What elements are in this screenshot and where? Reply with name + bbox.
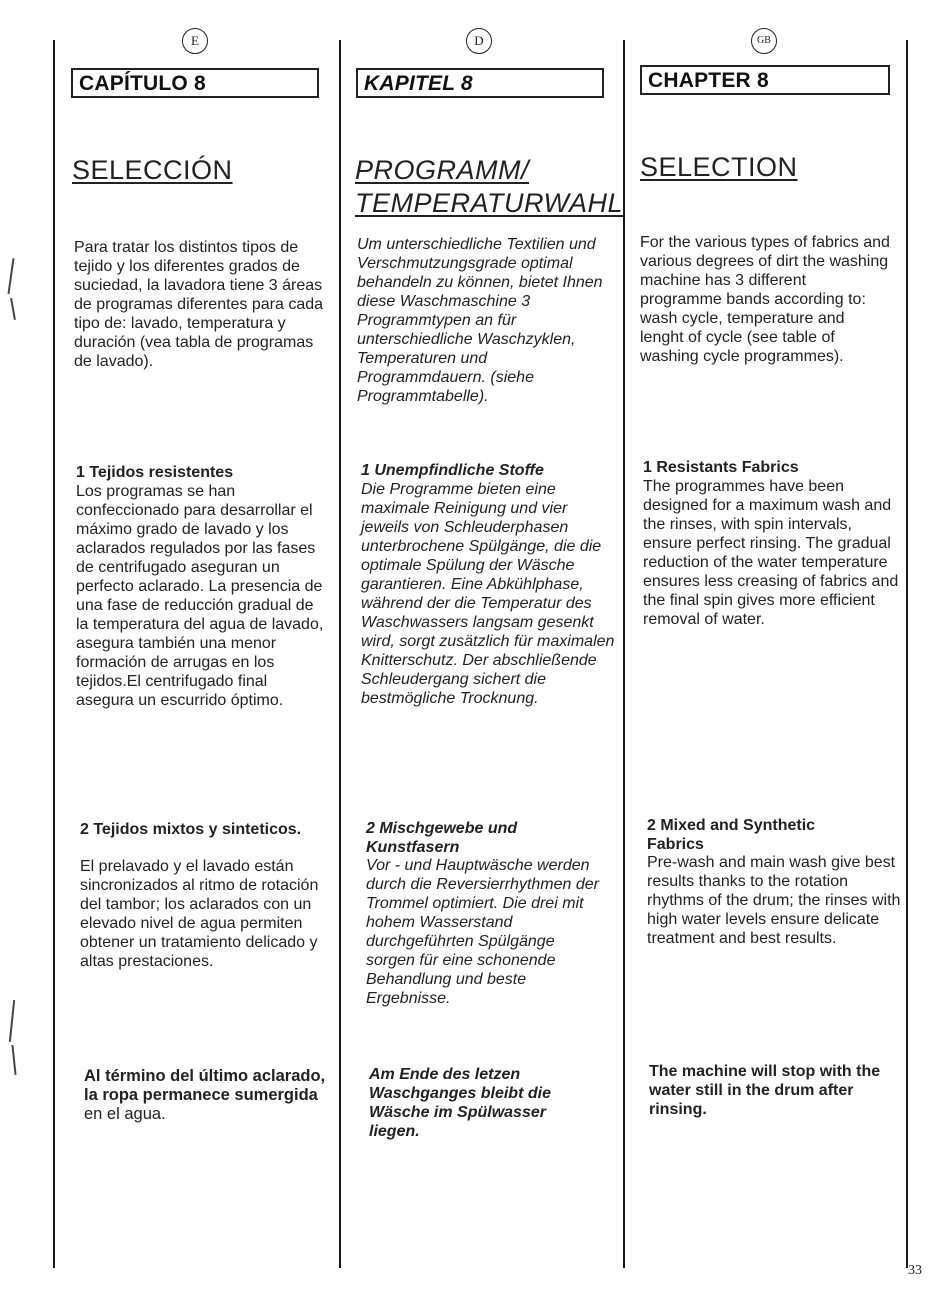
chapter-title-es: CAPÍTULO 8 <box>71 68 319 98</box>
language-badge-gb: GB <box>751 28 777 54</box>
margin-mark <box>11 1045 16 1075</box>
final-note-de: Am Ende des letzen Waschganges bleibt die Wäsche im Spülwasser liegen. <box>369 1066 551 1140</box>
section2-body-es: El prelavado y el lavado están sincronizados al ritmo de rotación del tambor; los aclarados con un elevado nivel de agua permiten obtener un tratamiento delicado y altas prestaciones. <box>80 858 319 970</box>
section1-body-es: Los programas se han confeccionado para desarrollar el máximo grado de lavado y los aclarados regulados por las fases de centrifugado aseguran un perfecto aclarado. La presencia de una fase de reducción gradual de la temperatura del agua de lavado, asegura también una menor formación de arrugas en los tejidos.El centrifugado final asegura un escurrido óptimo. <box>76 483 324 709</box>
final-note-es <box>84 1067 339 1124</box>
section-heading-gb: SELECTION <box>640 152 798 182</box>
column-divider-middle <box>339 40 341 1268</box>
section2-title-es: 2 Tejidos mixtos y sinteticos. <box>80 821 302 838</box>
final-note-es-regular: en el agua. <box>84 1105 166 1123</box>
final-note-es-bold: Al término del último aclarado, la ropa permanece sumergida <box>84 1067 326 1104</box>
intro-paragraph-gb: For the various types of fabrics and various degrees of dirt the washing machine has 3 different programme bands according to: wash cycle, temperature and lenght of cycle (see table of washing cycle programmes). <box>640 234 890 365</box>
section1-body-gb: The programmes have been designed for a maximum wash and the rinses, with spin intervals, ensure perfect rinsing. The gradual reduction of the water temperature ensures less creasing of fabrics and the final spin gives more efficient removal of water. <box>643 478 899 628</box>
language-badge-es: E <box>182 28 208 54</box>
margin-mark <box>9 1000 15 1042</box>
final-note-gb: The machine will stop with the water still in the drum after rinsing. <box>649 1063 881 1118</box>
page-number: 33 <box>908 1263 922 1278</box>
section-heading-de: PROGRAMM/ TEMPERATURWAHL <box>355 155 624 218</box>
section1-title-es: 1 Tejidos resistentes <box>76 464 234 481</box>
margin-mark <box>10 298 15 320</box>
section-heading-es: SELECCIÓN <box>72 155 233 185</box>
section2-title-gb: 2 Mixed and Synthetic Fabrics <box>647 817 816 853</box>
column-divider-right <box>623 40 625 1268</box>
column-divider-far-right <box>906 40 908 1268</box>
column-divider-left <box>53 40 55 1268</box>
section1-body-de: Die Programme bieten eine maximale Reinigung und vier jeweils von Schleuderphasen unterbrochene Spülgänge, die die optimale Spülung der Wäsche garantieren. Eine Abkühlphase, während der die Temperatur des Waschwassers langsam gesenkt wird, sorgt zusätzlich für maximalen Knitterschutz. Der abschließende Schleudergang sichert die bestmögliche Trocknung. <box>361 481 615 707</box>
chapter-title-gb: CHAPTER 8 <box>640 65 890 95</box>
section2-title-de: 2 Mischgewebe und Kunstfasern <box>366 820 518 856</box>
chapter-title-de: KAPITEL 8 <box>356 68 604 98</box>
section2-body-de: Vor - und Hauptwäsche werden durch die Reversierrhythmen der Trommel optimiert. Die drei mit hohem Wasserstand durchgeführten Spülgänge sorgen für eine schonende Behandlung und beste Ergebnisse. <box>366 857 599 1007</box>
language-badge-de: D <box>466 28 492 54</box>
intro-paragraph-de: Um unterschiedliche Textilien und Verschmutzungsgrade optimal behandeln zu können, bietet Ihnen diese Waschmaschine 3 Programmtypen an für unterschiedliche Waschzyklen, Temperaturen und Programmdauern. (siehe Programmtabelle). <box>357 236 603 405</box>
section1-title-de: 1 Unempfindliche Stoffe <box>361 462 544 479</box>
section1-title-gb: 1 Resistants Fabrics <box>643 459 799 476</box>
section2-body-gb: Pre-wash and main wash give best results thanks to the rotation rhythms of the drum; the rinses with high water levels ensure delicate treatment and best results. <box>647 854 901 947</box>
margin-mark <box>8 258 14 294</box>
intro-paragraph-es: Para tratar los distintos tipos de tejido y los diferentes grados de suciedad, la lavadora tiene 3 áreas de programas diferentes para cada tipo de: lavado, temperatura y duración (vea tabla de programas de lavado). <box>74 239 324 370</box>
